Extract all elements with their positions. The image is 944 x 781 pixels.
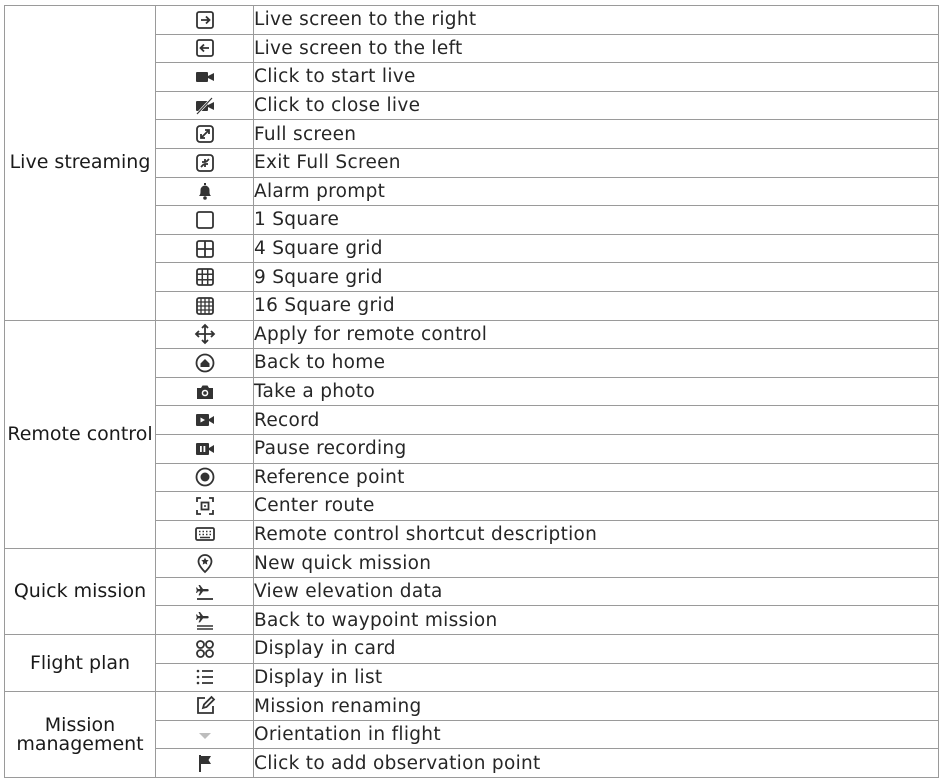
- plane-return-icon: [194, 609, 216, 631]
- flag-icon: [194, 752, 216, 774]
- pause-recording-icon: [194, 438, 216, 460]
- icon-cell: [156, 377, 254, 406]
- description-label: Mission renaming: [254, 692, 939, 721]
- icon-legend-body: [5, 6, 939, 778]
- icon-cell: [156, 492, 254, 521]
- grid-4-icon: [194, 238, 216, 260]
- icon-cell: [156, 520, 254, 549]
- icon-cell: [156, 406, 254, 435]
- record-video-icon: [194, 409, 216, 431]
- category-label: Mission management: [5, 692, 156, 778]
- description-label: 9 Square grid: [254, 263, 939, 292]
- square-1-icon: [194, 209, 216, 231]
- home-circle-icon: [194, 352, 216, 374]
- move-arrows-icon: [194, 323, 216, 345]
- icon-cell: [156, 263, 254, 292]
- icon-cell: [156, 6, 254, 35]
- video-camera-off-icon: [194, 95, 216, 117]
- icon-cell: [156, 63, 254, 92]
- grid-9-icon: [194, 266, 216, 288]
- description-label: Back to waypoint mission: [254, 606, 939, 635]
- icon-cell: [156, 635, 254, 664]
- edit-rename-icon: [194, 695, 216, 717]
- category-label: Live streaming: [5, 6, 156, 321]
- icon-cell: [156, 349, 254, 378]
- description-label: View elevation data: [254, 577, 939, 606]
- arrow-right-box-icon: [194, 9, 216, 31]
- icon-cell: [156, 720, 254, 749]
- fullscreen-icon: [194, 123, 216, 145]
- icon-cell: [156, 320, 254, 349]
- description-label: Live screen to the left: [254, 34, 939, 63]
- description-label: New quick mission: [254, 549, 939, 578]
- icon-cell: [156, 663, 254, 692]
- description-label: Display in list: [254, 663, 939, 692]
- icon-cell: [156, 148, 254, 177]
- icon-cell: [156, 606, 254, 635]
- icon-legend-table: [4, 5, 939, 778]
- icon-cell: [156, 463, 254, 492]
- icon-cell: [156, 234, 254, 263]
- keyboard-icon: [194, 523, 216, 545]
- legend-row: [5, 6, 939, 35]
- icon-cell: [156, 434, 254, 463]
- description-label: Apply for remote control: [254, 320, 939, 349]
- description-label: Back to home: [254, 349, 939, 378]
- description-label: Exit Full Screen: [254, 148, 939, 177]
- icon-cell: [156, 120, 254, 149]
- description-label: Live screen to the right: [254, 6, 939, 35]
- arrow-left-box-icon: [194, 37, 216, 59]
- icon-cell: [156, 577, 254, 606]
- description-label: Alarm prompt: [254, 177, 939, 206]
- description-label: Pause recording: [254, 434, 939, 463]
- triangle-down-icon: [194, 724, 216, 746]
- description-label: Display in card: [254, 635, 939, 664]
- category-label: Remote control: [5, 320, 156, 549]
- description-label: 1 Square: [254, 206, 939, 235]
- plane-elevation-icon: [194, 581, 216, 603]
- icon-cell: [156, 291, 254, 320]
- legend-row: [5, 320, 939, 349]
- exit-fullscreen-icon: [194, 152, 216, 174]
- target-circle-icon: [194, 466, 216, 488]
- bell-icon: [194, 180, 216, 202]
- description-label: Orientation in flight: [254, 720, 939, 749]
- grid-16-icon: [194, 295, 216, 317]
- description-label: Remote control shortcut description: [254, 520, 939, 549]
- location-pin-star-icon: [194, 552, 216, 574]
- description-label: Click to close live: [254, 91, 939, 120]
- description-label: Record: [254, 406, 939, 435]
- description-label: 16 Square grid: [254, 291, 939, 320]
- description-label: 4 Square grid: [254, 234, 939, 263]
- icon-cell: [156, 91, 254, 120]
- icon-cell: [156, 549, 254, 578]
- legend-row: [5, 635, 939, 664]
- icon-cell: [156, 749, 254, 778]
- icon-cell: [156, 34, 254, 63]
- icon-cell: [156, 177, 254, 206]
- description-label: Reference point: [254, 463, 939, 492]
- icon-cell: [156, 692, 254, 721]
- video-camera-icon: [194, 66, 216, 88]
- legend-row: [5, 549, 939, 578]
- category-label: Quick mission: [5, 549, 156, 635]
- description-label: Click to add observation point: [254, 749, 939, 778]
- description-label: Center route: [254, 492, 939, 521]
- description-label: Click to start live: [254, 63, 939, 92]
- center-route-icon: [194, 495, 216, 517]
- camera-icon: [194, 381, 216, 403]
- category-label: Flight plan: [5, 635, 156, 692]
- description-label: Full screen: [254, 120, 939, 149]
- icon-cell: [156, 206, 254, 235]
- description-label: Take a photo: [254, 377, 939, 406]
- card-grid-icon: [194, 638, 216, 660]
- legend-row: [5, 692, 939, 721]
- list-icon: [194, 666, 216, 688]
